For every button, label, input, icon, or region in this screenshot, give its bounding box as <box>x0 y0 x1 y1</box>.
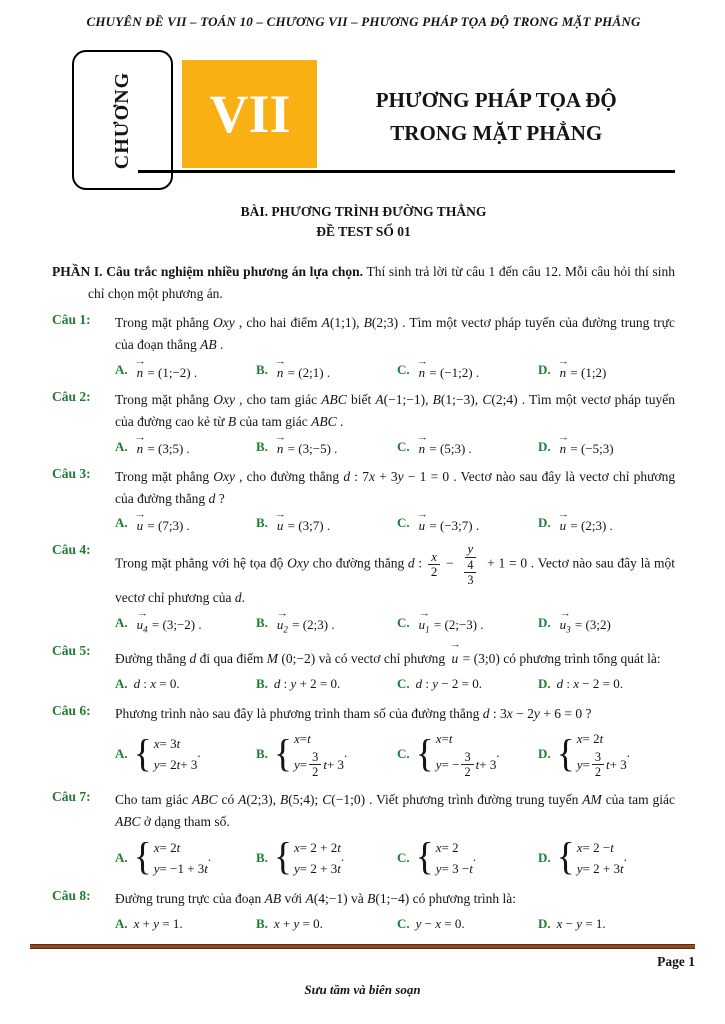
left-brace: { <box>273 835 293 880</box>
option <box>538 355 675 381</box>
parametric-system <box>415 835 473 880</box>
system-row: x = 3 t <box>153 736 181 752</box>
option-label: D. <box>538 515 551 531</box>
question-number: Câu 6: <box>52 702 91 718</box>
question-text: Phương trình nào sau đây là phương trình tham số của đường thẳng d : 3x − 2y + 6 = 0 ? <box>115 705 592 721</box>
option <box>115 727 252 781</box>
system-rows <box>577 729 627 779</box>
system-row: y = 2 t + 3 <box>153 756 198 772</box>
question-row <box>52 312 675 381</box>
question-row <box>52 703 675 782</box>
option-label: C. <box>397 438 410 454</box>
question-content <box>115 638 675 695</box>
option-value: { x = 3 t y = 2 t + 3 . <box>133 731 201 776</box>
option-value: → u = (−3;7) . <box>416 508 480 533</box>
vector-n: → n <box>557 432 569 457</box>
question-text: Trong mặt phẳng với hệ tọa độ Oxy cho đường thẳng d : $\frac{x}{2}$ − $\frac{y}{\frac{4}{3}}$ + 1 = 0 . Vectơ nào sau đây là một vectơ chỉ phương của d. <box>115 542 676 606</box>
question-content <box>115 789 675 880</box>
option <box>397 836 534 880</box>
chapter-banner <box>72 50 675 198</box>
option <box>538 727 675 781</box>
option-label: D. <box>538 675 551 691</box>
option-value: d : x = 0. <box>133 675 180 691</box>
option <box>397 355 534 381</box>
left-brace: { <box>556 731 575 776</box>
option-value: d : y − 2 = 0. <box>415 675 482 691</box>
option <box>538 608 675 635</box>
fraction-numerator: 3 <box>592 750 604 765</box>
left-brace: { <box>133 835 152 880</box>
option <box>115 608 252 635</box>
option-label: C. <box>397 915 410 931</box>
chapter-number: VII <box>209 84 291 144</box>
option-label: B. <box>256 438 268 454</box>
question-content <box>115 466 675 535</box>
option-value: → n = (3;−5) . <box>274 432 338 457</box>
option <box>256 727 393 781</box>
option-value: { x = t y = − $\frac{3}{2}$ t + 3 . <box>415 731 500 780</box>
question-number: Câu 5: <box>52 642 91 658</box>
fraction-denominator: 3 <box>467 573 474 588</box>
question-number: Câu 3: <box>52 465 91 481</box>
question-number: Câu 7: <box>52 789 91 805</box>
system-rows <box>294 838 341 878</box>
option-label: C. <box>397 850 410 866</box>
chapter-pill <box>72 50 173 190</box>
option <box>538 508 675 534</box>
option-value: { x = 2 t y = $\frac{3}{2}$ t + 3 . <box>556 731 630 780</box>
left-brace: { <box>556 835 575 880</box>
option-value: d : x − 2 = 0. <box>556 675 623 691</box>
option-label: D. <box>538 746 551 762</box>
parametric-system <box>133 835 208 880</box>
option-value: → $u_3$ = (3;2) <box>559 608 611 635</box>
fraction-denominator: 2 <box>312 765 319 780</box>
option-value: x − y = 1. <box>556 915 606 931</box>
system-row: y = 2 + 3 t <box>294 860 341 876</box>
system-row: y = 2 + 3 t <box>576 860 624 876</box>
option-value: x + y = 0. <box>273 915 323 931</box>
vector-arrow-icon: → <box>274 508 287 519</box>
vector-n: → n <box>416 432 428 457</box>
system-row: x = 2 <box>435 840 459 856</box>
system-row: x = t <box>294 731 311 747</box>
vector-u: → u <box>416 508 428 533</box>
option <box>397 673 534 695</box>
system-row: y = $\frac{3}{2}$ t + 3 <box>576 749 627 780</box>
option-value: → n = (3;5) . <box>134 432 190 457</box>
option <box>256 836 393 880</box>
option <box>256 913 393 935</box>
fraction-denominator <box>459 558 481 587</box>
option-value: → $u_1$ = (2;−3) . <box>418 608 484 635</box>
chapter-title-line1: PHƯƠNG PHÁP TỌA ĐỘ <box>375 88 617 113</box>
fraction-numerator: x <box>428 550 440 566</box>
option-label: C. <box>397 515 410 531</box>
option-label: B. <box>256 362 268 378</box>
vector-u2: → $u_2$ <box>276 608 289 635</box>
option-label: A. <box>115 362 128 378</box>
option-value: → $u_2$ = (2;3) . <box>276 608 335 635</box>
vector-u: → u <box>274 508 287 533</box>
option <box>115 508 252 534</box>
option-label: B. <box>256 746 268 762</box>
option-value: → n = (1;−2) . <box>134 355 198 380</box>
question-row <box>52 888 675 935</box>
fraction-numerator: 3 <box>461 750 473 765</box>
system-rows <box>436 838 473 878</box>
option <box>397 608 534 635</box>
option-value: → n = (−1;2) . <box>416 355 480 380</box>
question-text: Đường trung trực của đoạn AB với A(4;−1) và B(1;−4) có phương trình là: <box>115 891 516 907</box>
option <box>256 432 393 458</box>
option-label: A. <box>115 915 128 931</box>
options-row <box>115 673 675 695</box>
question-content <box>115 312 675 381</box>
question-row <box>52 542 675 634</box>
option <box>538 432 675 458</box>
system-row: x = 2 t <box>153 840 181 856</box>
vector-arrow-icon: → <box>416 508 428 519</box>
system-rows <box>577 838 624 878</box>
vector-arrow-icon: → <box>449 638 461 649</box>
vector-n: → n <box>557 355 569 380</box>
part-heading-bold: PHẦN I. Câu trắc nghiệm nhiều phương án lựa chọn. <box>52 264 364 280</box>
question-row <box>52 638 675 695</box>
left-brace: { <box>133 731 152 776</box>
option-value: → u = (3;7) . <box>274 508 331 533</box>
option-label: C. <box>397 675 410 691</box>
options-row <box>115 355 675 381</box>
options-row <box>115 508 675 534</box>
vector-u: → u <box>449 638 461 666</box>
option-label: C. <box>397 615 410 631</box>
option-label: C. <box>397 746 410 762</box>
vector-arrow-icon: → <box>274 432 287 443</box>
fraction-numerator: 4 <box>464 558 476 573</box>
option-label: B. <box>256 675 268 691</box>
question-row <box>52 466 675 535</box>
part-heading-rest: Thí sinh trả lời từ câu 1 đến câu 12. Mỗi câu hỏi thí sinh chỉ chọn một phương án. <box>88 264 675 301</box>
footer-rule <box>30 944 695 949</box>
fraction-numerator: y <box>465 542 477 558</box>
fraction-denominator: 2 <box>464 765 471 780</box>
option-value: → n = (−5;3) <box>557 432 614 457</box>
system-row: x = t <box>435 731 453 747</box>
question-text: Cho tam giác ABC có A(2;3), B(5;4); C(−1;0) . Viết phương trình đường trung tuyến AM của tam giác ABC ở dạng tham số. <box>115 792 676 830</box>
chapter-title <box>317 50 675 198</box>
option-value: → u = (2;3) . <box>557 508 613 533</box>
question-row <box>52 389 675 458</box>
page-footer <box>30 944 695 998</box>
parametric-system <box>273 835 341 880</box>
option-label: D. <box>538 915 551 931</box>
page-number: Page 1 <box>657 954 695 969</box>
vector-n: → n <box>274 432 287 457</box>
option-label: B. <box>256 915 268 931</box>
option <box>538 913 675 935</box>
parametric-system <box>557 729 627 779</box>
system-row: x = 2 + 2 t <box>294 840 341 856</box>
vector-u: → u <box>134 508 146 533</box>
option-label: D. <box>538 362 551 378</box>
vector-arrow-icon: → <box>274 355 287 366</box>
option-label: B. <box>256 850 268 866</box>
document-header: CHUYÊN ĐỀ VII – TOÁN 10 – CHƯƠNG VII – PHƯƠNG PHÁP TỌA ĐỘ TRONG MẶT PHẲNG <box>86 14 641 29</box>
question-content <box>115 542 675 634</box>
vector-arrow-icon: → <box>134 508 146 519</box>
options-row <box>115 432 675 458</box>
question-number: Câu 8: <box>52 888 91 904</box>
option <box>397 727 534 781</box>
option <box>397 913 534 935</box>
vector-arrow-icon: → <box>557 508 569 519</box>
fraction <box>464 558 476 587</box>
options-row <box>115 608 675 635</box>
system-row: y = − $\frac{3}{2}$ t + 3 <box>435 749 497 780</box>
option-label: A. <box>115 615 128 631</box>
vector-u1: → $u_1$ <box>418 608 430 635</box>
option-value: { x = 2 t y = −1 + 3 t . <box>133 835 212 880</box>
question-text: Trong mặt phẳng Oxy , cho đường thẳng d : 7x + 3y − 1 = 0 . Vectơ nào sau đây là vectơ chỉ phương của đường thẳng d ? <box>115 468 676 506</box>
system-rows <box>154 734 198 774</box>
fraction <box>461 750 473 779</box>
option-value: → $u_4$ = (3;−2) . <box>136 608 202 635</box>
option-value: y − x = 0. <box>415 915 465 931</box>
vector-n: → n <box>134 355 146 380</box>
vector-arrow-icon: → <box>134 355 146 366</box>
option-value: { x = 2 + 2 t y = 2 + 3 t . <box>273 835 345 880</box>
option-label: B. <box>256 515 268 531</box>
option <box>538 673 675 695</box>
option-label: A. <box>115 675 128 691</box>
option <box>115 913 252 935</box>
system-row: y = $\frac{3}{2}$ t + 3 <box>294 749 345 780</box>
system-rows <box>154 838 208 878</box>
question-number: Câu 4: <box>52 542 91 558</box>
option-value: x + y = 1. <box>133 915 183 931</box>
vector-u: → u <box>557 508 569 533</box>
parametric-system <box>133 731 198 776</box>
option-label: D. <box>538 615 551 631</box>
option <box>115 673 252 695</box>
option <box>256 508 393 534</box>
question-content <box>115 703 675 782</box>
option-label: C. <box>397 362 410 378</box>
left-brace: { <box>273 731 293 776</box>
option <box>397 432 534 458</box>
option-label: A. <box>115 438 128 454</box>
vector-arrow-icon: → <box>134 432 146 443</box>
fraction <box>309 750 321 779</box>
vector-n: → n <box>274 355 287 380</box>
option-value: → n = (1;2) <box>557 355 607 380</box>
chapter-number-box <box>182 60 317 168</box>
option <box>115 836 252 880</box>
option-label: A. <box>115 850 128 866</box>
options-row <box>115 913 675 935</box>
fraction-denominator: 2 <box>430 565 438 580</box>
system-row: x = 2 − t <box>576 840 614 856</box>
system-row: y = −1 + 3 t <box>153 860 208 876</box>
vector-arrow-icon: → <box>557 432 569 443</box>
fraction-denominator: 2 <box>594 765 602 780</box>
fraction <box>592 750 604 779</box>
system-row: x = 2 t <box>576 731 604 747</box>
system-rows <box>436 729 497 779</box>
options-row <box>115 836 675 880</box>
vector-arrow-icon: → <box>276 608 289 619</box>
part-heading <box>52 261 675 304</box>
vector-arrow-icon: → <box>416 355 428 366</box>
parametric-system <box>274 729 344 779</box>
footer-note: Sưu tầm và biên soạn <box>304 982 421 997</box>
option <box>256 608 393 635</box>
lesson-title: BÀI. PHƯƠNG TRÌNH ĐƯỜNG THẲNG <box>240 204 487 219</box>
system-row: y = 3 − t <box>435 860 473 876</box>
option <box>115 432 252 458</box>
question-content <box>115 389 675 458</box>
question-row <box>52 789 675 880</box>
vector-arrow-icon: → <box>557 355 569 366</box>
question-text: Trong mặt phẳng Oxy , cho tam giác ABC biết A(−1;−1), B(1;−3), C(2;4) . Tìm một vectơ pháp tuyến của đường cao kẻ từ B của tam giác ABC . <box>115 392 675 429</box>
fraction-numerator: 3 <box>309 750 321 765</box>
vector-u4: → $u_4$ <box>136 608 148 635</box>
option-label: D. <box>538 850 551 866</box>
system-rows <box>294 729 344 779</box>
question-content <box>115 888 675 935</box>
left-brace: { <box>415 835 434 880</box>
vector-n: → n <box>134 432 146 457</box>
questions-list <box>52 312 675 935</box>
option <box>397 508 534 534</box>
banner-rule <box>138 170 675 173</box>
option <box>256 673 393 695</box>
test-title: ĐỀ TEST SỐ 01 <box>316 223 411 239</box>
fraction <box>428 550 440 581</box>
vector-arrow-icon: → <box>416 432 428 443</box>
options-row <box>115 727 675 781</box>
option-value: → u = (7;3) . <box>134 508 190 533</box>
vector-n: → n <box>416 355 428 380</box>
option-value: { x = 2 y = 3 − t . <box>415 835 477 880</box>
parametric-system <box>556 835 624 880</box>
question-text: Đường thẳng d đi qua điểm M (0;−2) và có vectơ chỉ phương → u = (3;0) có phương trình tổng quát là: <box>115 643 675 670</box>
option-value: { x = 2 − t y = 2 + 3 t . <box>556 835 627 880</box>
vector-arrow-icon: → <box>418 608 430 619</box>
chapter-title-line2: TRONG MẶT PHẲNG <box>390 121 603 145</box>
vector-arrow-icon: → <box>136 608 148 619</box>
question-number: Câu 2: <box>52 389 91 405</box>
left-brace: { <box>415 731 434 776</box>
option-label: A. <box>115 746 128 762</box>
option-value: → n = (2;1) . <box>274 355 331 380</box>
chapter-pill-label: CHƯƠNG <box>111 71 134 169</box>
option-value: d : y + 2 = 0. <box>273 675 341 691</box>
option <box>115 355 252 381</box>
option <box>538 836 675 880</box>
option-label: B. <box>256 615 268 631</box>
option-label: A. <box>115 515 128 531</box>
parametric-system <box>416 729 497 779</box>
question-number: Câu 1: <box>52 312 91 328</box>
option <box>256 355 393 381</box>
vector-arrow-icon: → <box>559 608 571 619</box>
fraction <box>459 542 481 587</box>
option-value: { x = t y = $\frac{3}{2}$ t + 3 . <box>273 731 348 780</box>
option-value: → n = (5;3) . <box>416 432 472 457</box>
option-label: D. <box>538 438 551 454</box>
vector-u3: → $u_3$ <box>559 608 571 635</box>
question-text: Trong mặt phẳng Oxy , cho hai điểm A(1;1), B(2;3) . Tìm một vectơ pháp tuyến của đường trung trực của đoạn thẳng AB . <box>115 315 675 353</box>
